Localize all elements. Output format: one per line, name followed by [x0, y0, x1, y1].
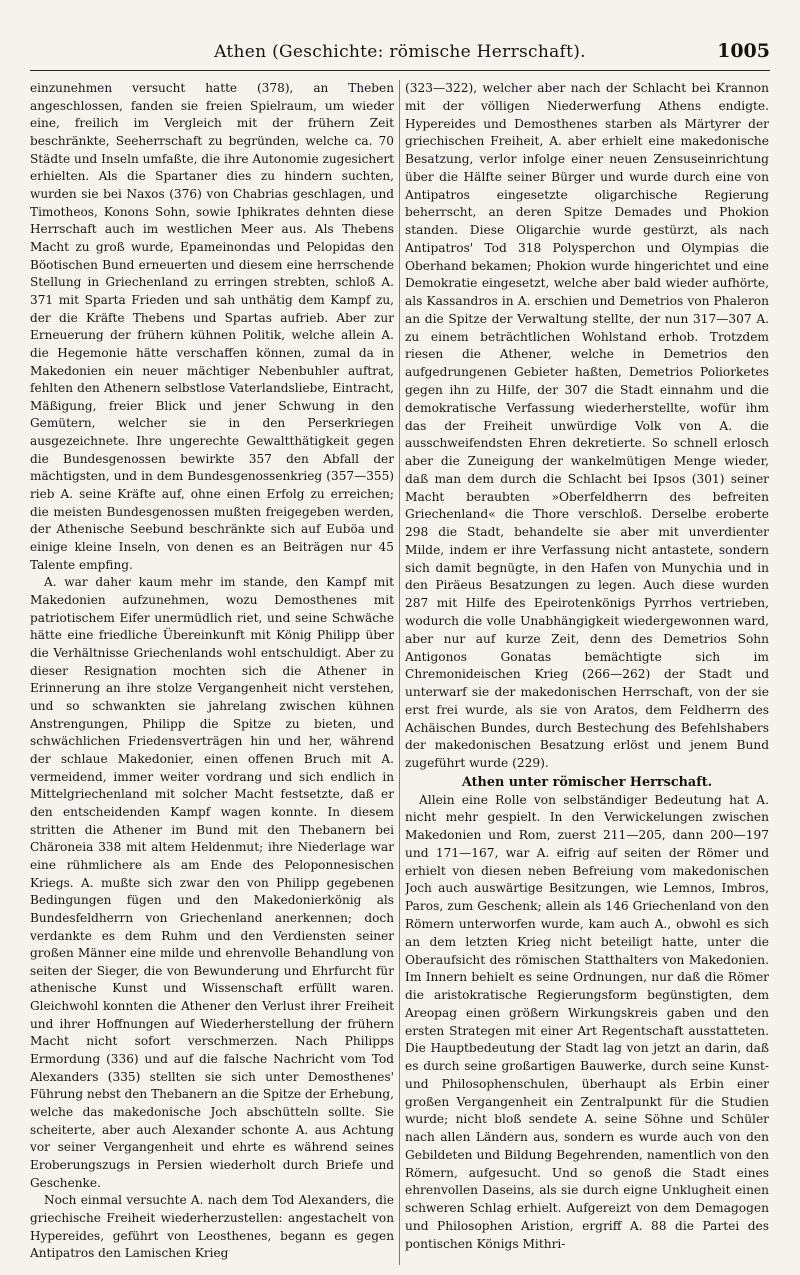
- running-title: Athen (Geschichte: römische Herrschaft).: [214, 42, 586, 62]
- running-header: [30, 36, 770, 71]
- left-paragraph-1: einzunehmen versucht hatte (378), an Theben angeschlossen, fanden sie freien Spielraum, um wieder eine, freilich im Vergleich mit der frühern Zeit beschränkte, Seeherrschaft zu begründen, welche ca. 70 Städte und Inseln umfaßte, die ihre Autonomie zugesichert erhielten. Als die Spartaner dies zu hindern suchten, wurden sie bei Naxos (376) von Chabrias geschlagen, und Timotheos, Konons Sohn, sowie Iphikrates dehnten diese Herrschaft auch im westlichen Meer aus. Als Thebens Macht zu groß wurde, Epameinondas und Pelopidas den Böotischen Bund erneuerten und diesem eine herrschende Stellung in Griechenland zu erringen strebten, schloß A. 371 mit Sparta Frieden und sah unthätig dem Kampf zu, der die Kräfte Thebens und Spartas aufrieb. Aber zur Erneuerung der frühern kühnen Politik, welche allein A. die Hegemonie hätte verschaffen können, zumal da in Makedonien ein neuer mächtiger Nebenbuhler auftrat, fehlten den Athenern selbstlose Vaterlandsliebe, Eintracht, Mäßigung, freier Blick und jener Schwung in den Gemütern, welcher sie in den Perserkriegen ausgezeichnete. Ihre ungerechte Gewaltthätigkeit gegen die Bundesgenossen bewirkte 357 den Abfall der mächtigsten, und in dem Bundesgenossenkrieg (357—355) rieb A. seine Kräfte auf, ohne einen Erfolg zu erreichen; die meisten Bundesgenossen mußten freigegeben werden, der Athenische Seebund beschränkte sich auf Euböa und einige kleine Inseln, von denen es an Beiträgen nur 45 Talente empfing.: [30, 81, 394, 572]
- left-paragraph-2: A. war daher kaum mehr im stande, den Kampf mit Makedonien aufzunehmen, wozu Demosthenes mit patriotischem Eifer unermüdlich riet, und seine Schwäche hätte eine friedliche Übereinkunft mit König Philipp über die Verhältnisse Griechenlands wohl entschuldigt. Aber zu dieser Resignation mochten sich die Athener in Erinnerung an ihre stolze Vergangenheit nicht verstehen, und so schwankten sie jahrelang zwischen kühnen Anstrengungen, Philipp die Spitze zu bieten, und schwächlichen Friedensverträgen hin und her, während der schlaue Makedonier, einen offenen Bruch mit A. vermeidend, immer weiter vordrang und sich endlich in Mittelgriechenland mit solcher Macht festsetzte, daß er den entscheidenden Kampf wagen konnte. In diesem stritten die Athener im Bund mit den Thebanern bei Chäroneia 338 mit altem Heldenmut; ihre Niederlage war eine rühmlichere als am Ende des Peloponnesischen Kriegs. A. mußte sich zwar den von Philipp gegebenen Bedingungen fügen und den Makedonierkönig als Bundesfeldherrn von Griechenland anerkennen; doch verdankte es dem Ruhm und den Verdiensten seiner großen Männer eine milde und ehrenvolle Behandlung von seiten der Sieger, die von Bewunderung und Ehrfurcht für athenische Kunst und Wissenschaft erfüllt waren. Gleichwohl konnten die Athener den Verlust ihrer Freiheit und ihrer Hoffnungen auf Wiederherstellung der frühern Macht nicht sofort verschmerzen. Nach Philipps Ermordung (336) und auf die falsche Nachricht vom Tod Alexanders (335) stellten sie sich unter Demosthenes' Führung nebst den Thebanern an die Spitze der Erhebung, welche das makedonische Joch abschütteln sollte. Sie scheiterte, aber auch Alexander schonte A. aus Achtung vor seiner Vergangenheit und ehrte es während seines Eroberungszugs in Persien wiederholt durch Briefe und Geschenke.: [30, 575, 394, 1190]
- right-column: [405, 80, 769, 1265]
- right-paragraph-1: (323—322), welcher aber nach der Schlacht bei Krannon mit der völligen Niederwerfung Athens endigte. Hypereides und Demosthenes starben als Märtyrer der griechischen Freiheit, A. aber erhielt eine makedonische Besatzung, verlor infolge einer neuen Zensuseinrichtung über die Hälfte seiner Bürger und wurde durch eine von Antipatros eingesetzte oligarchische Regierung beherrscht, an deren Spitze Demades und Phokion standen. Diese Oligarchie wurde gestürzt, als nach Antipatros' Tod 318 Polysperchon und Olympias die Oberhand bekamen; Phokion wurde hingerichtet und eine Demokratie eingesetzt, welche aber bald wieder aufhörte, als Kassandros in A. erschien und Demetrios von Phaleron an die Spitze der Verwaltung stellte, der nun 317—307 A. zu einem beträchtlichen Wohlstand erhob. Trotzdem riesen die Athener, welche in Demetrios den aufgedrungenen Gebieter haßten, Demetrios Poliorketes gegen ihn zu Hilfe, der 307 die Stadt einnahm und die demokratische Verfassung wiederherstellte, wofür ihm das der Freiheit unwürdige Volk von A. die ausschweifendsten Ehren dekretierte. So schnell erlosch aber die Zuneigung der wankelmütigen Menge wieder, daß man dem durch die Schlacht bei Ipsos (301) seiner Macht beraubten »Oberfeldherrn des befreiten Griechenland« die Thore verschloß. Derselbe eroberte 298 die Stadt, behandelte sie aber mit unverdienter Milde, indem er ihre Verfassung nicht antastete, sondern sich damit begnügte, in den Hafen von Munychia und in den Piräeus Besatzungen zu legen. Auch diese wurden 287 mit Hilfe des Epeirotenkönigs Pyrrhos vertrieben, wodurch die volle Unabhängigkeit wiedergewonnen ward, aber nur auf kurze Zeit, denn des Demetrios Sohn Antigonos Gonatas bemächtigte sich im Chremonideischen Krieg (266—262) der Stadt und unterwarf sie der makedonischen Herrschaft, von der sie erst frei wurde, als sie von Aratos, dem Feldherrn des Achäischen Bundes, durch Bestechung des Befehlshabers der makedonischen Besatzung erlöst und jenem Bund zugeführt wurde (229).: [405, 81, 769, 771]
- left-paragraph-3: Noch einmal versuchte A. nach dem Tod Alexanders, die griechische Freiheit wiederherzustellen: angestachelt von Hypereides, geführt von Leosthenes, begann es gegen Antipatros den Lamischen Krieg: [30, 1193, 394, 1261]
- page-number: 1005: [717, 40, 770, 62]
- section-subheading: Athen unter römischer Herrschaft.: [461, 774, 713, 790]
- right-paragraph-2: Allein eine Rolle von selbständiger Bedeutung hat A. nicht mehr gespielt. In den Verwickelungen zwischen Makedonien und Rom, zuerst 211—205, dann 200—197 und 171—167, war A. eifrig auf seiten der Römer und erhielt von diesen neben Befreiung vom makedonischen Joch auch auswärtige Besitzungen, wie Lemnos, Imbros, Paros, zum Geschenk; allein als 146 Griechenland von den Römern unterworfen wurde, kam auch A., obwohl es sich an dem letzten Krieg nicht beteiligt hatte, unter die Oberaufsicht des römischen Statthalters von Makedonien. Im Innern behielt es seine Ordnungen, nur daß die Römer die aristokratische Regierungsform begünstigten, dem Areopag einen größern Wirkungskreis gaben und den ersten Strategen mit einer Art Regentschaft ausstatteten. Die Hauptbedeutung der Stadt lag von jetzt an darin, daß es durch seine großartigen Bauwerke, durch seine Kunst- und Philosophenschulen, überhaupt als Erbin einer großen Vergangenheit ein Zentralpunkt für die Studien wurde; nicht bloß sendete A. seine Söhne und Schüler nach allen Ländern aus, sondern es wurde auch von den Gebildeten und Bildung Begehrenden, namentlich von den Römern, aufgesucht. Und so genoß die Stadt eines ehrenvollen Daseins, als sie durch eigne Unklugheit einen schweren Schlag erhielt. Aufgereizt von dem Demagogen und Philosophen Aristion, ergriff A. 88 die Partei des pontischen Königs Mithri-: [405, 792, 769, 1251]
- column-divider: [399, 80, 400, 1265]
- left-column: [30, 80, 394, 1265]
